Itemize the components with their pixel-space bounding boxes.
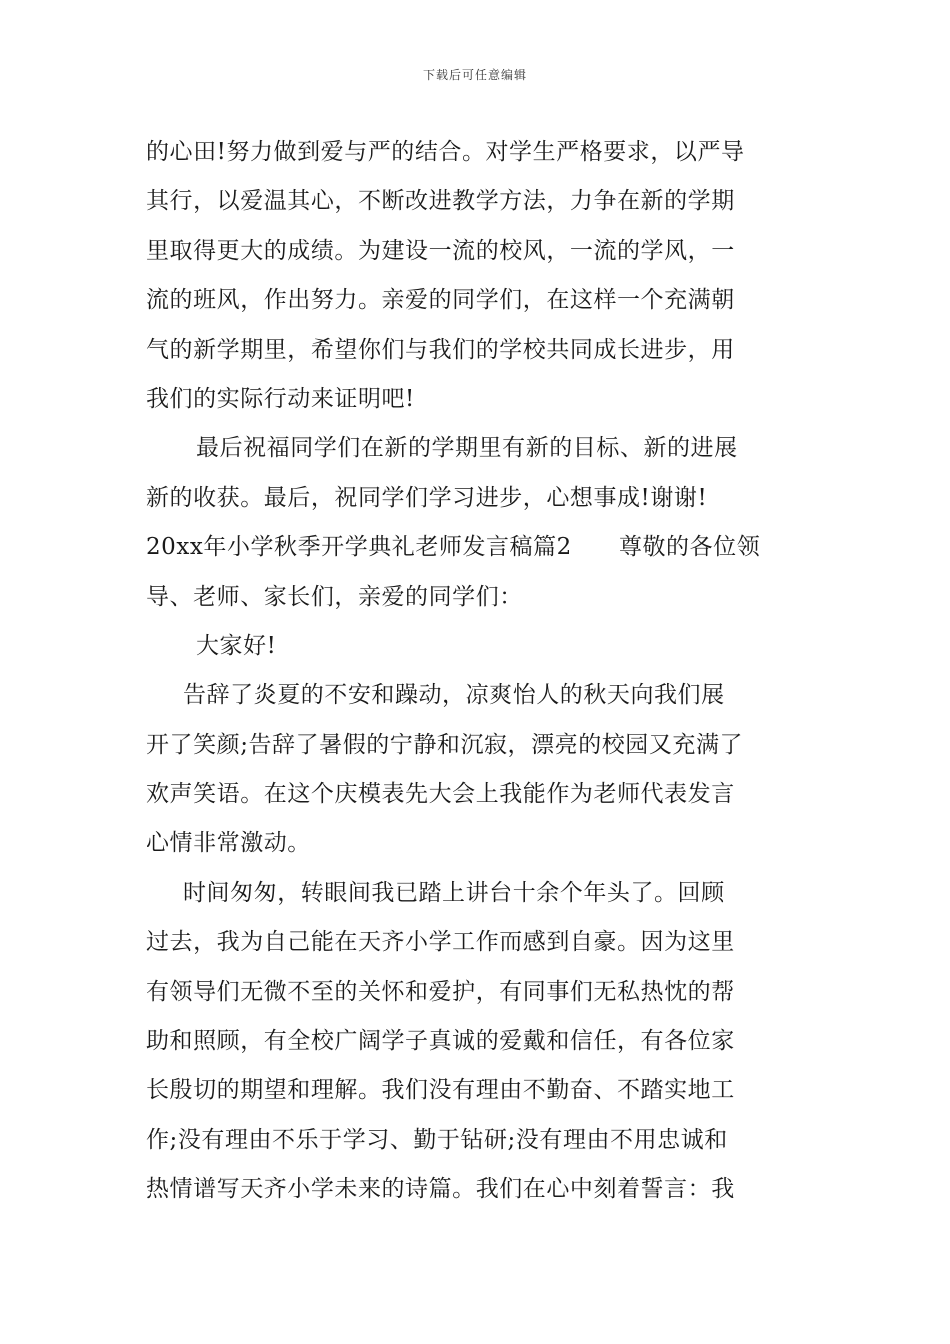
text-line: 告辞了炎夏的不安和躁动，凉爽怡人的秋天向我们展: [183, 682, 725, 709]
text-line: 导、老师、家长们，亲爱的同学们：: [146, 583, 523, 610]
page-header: 下载后可任意编辑: [422, 68, 527, 82]
text-line: 我们的实际行动来证明吧!: [146, 385, 415, 412]
greeting-line: 大家好!: [196, 632, 277, 659]
text-line: 其行，以爱温其心，不断改进教学方法，力争在新的学期: [146, 188, 735, 215]
text-line: 最后祝福同学们在新的学期里有新的目标、新的进展: [196, 435, 738, 462]
text-line: 流的班风，作出努力。亲爱的同学们，在这样一个充满朝: [146, 287, 735, 314]
document-body: [146, 128, 812, 1215]
text-line: 里取得更大的成绩。为建设一流的校风，一流的学风，一: [146, 237, 735, 264]
text-line: 新的收获。最后，祝同学们学习进步，心想事成!谢谢!: [146, 484, 708, 511]
text-line: 过去，我为自己能在天齐小学工作而感到自豪。因为这里: [146, 929, 735, 956]
text-line: 有领导们无微不至的关怀和爱护，有同事们无私热忱的帮: [146, 978, 735, 1005]
text-line: 的心田!努力做到爱与严的结合。对学生严格要求，以严导: [146, 139, 745, 165]
text-line: 心情非常激动。: [146, 830, 311, 857]
text-line: 长殷切的期望和理解。我们没有理由不勤奋、不踏实地工: [146, 1077, 735, 1104]
text-line: 时间匆匆，转眼间我已踏上讲台十余个年头了。回顾: [183, 879, 725, 906]
text-line: 开了笑颜;告辞了暑假的宁静和沉寂，漂亮的校园又充满了: [146, 731, 744, 758]
text-line: 作;没有理由不乐于学习、勤于钻研;没有理由不用忠诚和: [146, 1126, 728, 1153]
text-line: 助和照顾，有全校广阔学子真诚的爱戴和信任，有各位家: [146, 1028, 735, 1055]
text-line: 热情谱写天齐小学未来的诗篇。我们在心中刻着誓言：我: [146, 1176, 735, 1203]
text-line: 气的新学期里，希望你们与我们的学校共同成长进步，用: [146, 336, 735, 363]
text-line: 欢声笑语。在这个庆模表先大会上我能作为老师代表发言: [146, 781, 735, 808]
section-title-line: 20xx年小学秋季开学典礼老师发言稿篇2 尊敬的各位领: [146, 534, 761, 561]
